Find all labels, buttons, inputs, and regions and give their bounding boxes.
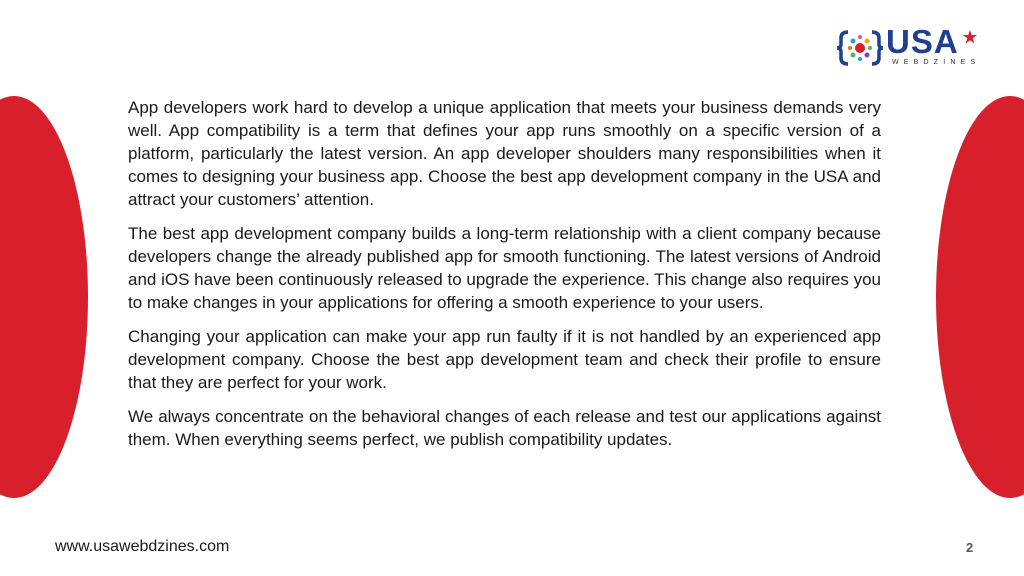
logo-title: USA bbox=[886, 23, 959, 60]
paragraph: We always concentrate on the behavioral changes of each release and test our applications against them. When everything seems perfect, we publish compatibility updates. bbox=[128, 407, 881, 449]
page-number: 2 bbox=[966, 540, 974, 555]
right-red-decoration bbox=[936, 96, 1024, 498]
logo-subtitle: WEBDZINES bbox=[892, 59, 981, 66]
footer-website-link[interactable]: www.usawebdzines.com bbox=[55, 538, 230, 555]
code-brackets-icon bbox=[836, 28, 884, 68]
left-red-decoration bbox=[0, 96, 88, 498]
usa-webdzines-logo bbox=[836, 23, 986, 72]
paragraph: Changing your application can make your app run faulty if it is not handled by an experienced app development company. Choose the best app development team and check their profile to ensure that they are perfect for your work. bbox=[128, 327, 881, 392]
star-icon bbox=[963, 30, 977, 44]
main-content bbox=[128, 96, 881, 462]
paragraph: The best app development company builds a long-term relationship with a client company because developers change the already published app for smooth functioning. The latest versions of Android and iOS have been continuously released to upgrade the experience. This change also requires you to make changes in your applications for offering a smooth experience to your users. bbox=[128, 224, 881, 312]
paragraph: App developers work hard to develop a unique application that meets your business demands very well. App compatibility is a term that defines your app runs smoothly on a specific version of a platform, particularly the latest version. An app developer shoulders many responsibilities when it comes to designing your business app. Choose the best app development company in the USA and attract your customers’ attention. bbox=[128, 98, 881, 209]
